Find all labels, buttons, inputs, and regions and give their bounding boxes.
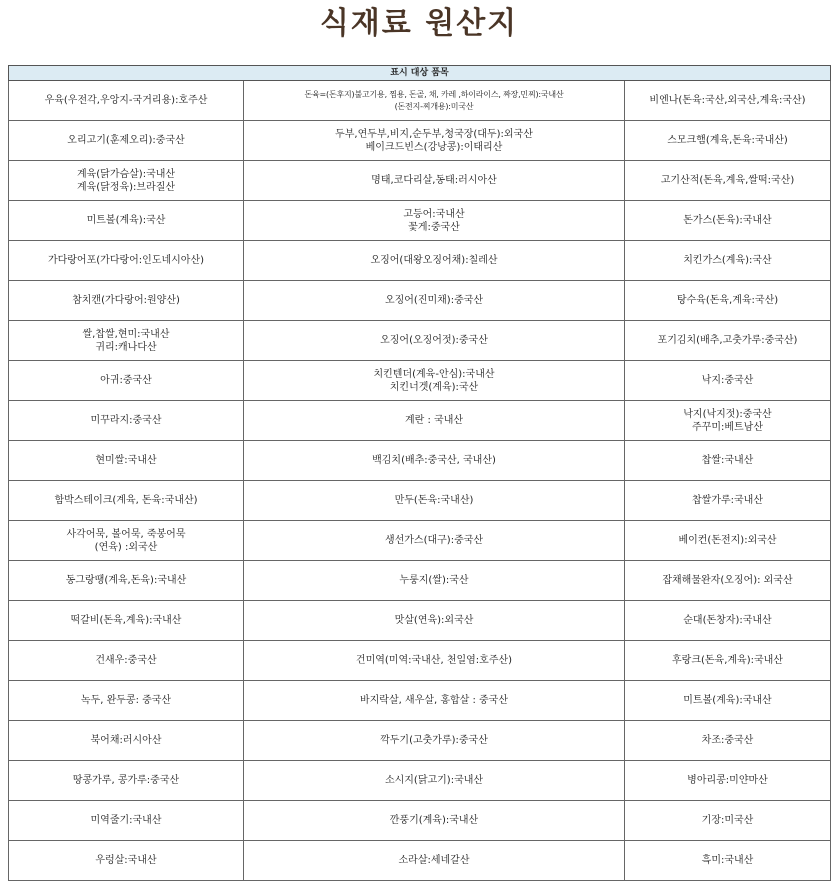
- table-cell: 녹두, 완두콩: 중국산: [9, 681, 244, 721]
- table-cell: 깐풍기(계육):국내산: [244, 801, 625, 841]
- table-cell: 땅콩가루, 콩가루:중국산: [9, 761, 244, 801]
- table-cell: 고기산적(돈육,계육,쌀떡:국산): [625, 161, 831, 201]
- table-cell: 병아리콩:미얀마산: [625, 761, 831, 801]
- table-header: 표시 대상 품목: [9, 66, 831, 81]
- table-cell: 오리고기(훈제오리):중국산: [9, 121, 244, 161]
- table-cell: 만두(돈육:국내산): [244, 481, 625, 521]
- table-row: [9, 521, 831, 561]
- table-cell: 돈육=(돈후지)불고기용, 찜용, 돈골, 채, 카레 ,하이라이스, 짜장,민찌):국내산 (돈전지-찌개용):미국산: [244, 81, 625, 121]
- table-row: [9, 801, 831, 841]
- table-cell: 소시지(닭고기):국내산: [244, 761, 625, 801]
- table-cell: 계육(닭가슴살):국내산 계육(닭정육):브라질산: [9, 161, 244, 201]
- table-cell: 생선가스(대구):중국산: [244, 521, 625, 561]
- table-cell: 떡갈비(돈육,계육):국내산: [9, 601, 244, 641]
- table-cell: 찹쌀가루:국내산: [625, 481, 831, 521]
- table-cell: 맛살(연육):외국산: [244, 601, 625, 641]
- table-cell: 흑미:국내산: [625, 841, 831, 881]
- table-cell: 차조:중국산: [625, 721, 831, 761]
- table-cell: 낙지:중국산: [625, 361, 831, 401]
- table-row: [9, 721, 831, 761]
- table-row: [9, 841, 831, 881]
- table-row: [9, 761, 831, 801]
- table-cell: 돈가스(돈육):국내산: [625, 201, 831, 241]
- table-cell: 미꾸라지:중국산: [9, 401, 244, 441]
- table-cell: 기장:미국산: [625, 801, 831, 841]
- table-row: [9, 681, 831, 721]
- table-cell: 잡채해물완자(오징어): 외국산: [625, 561, 831, 601]
- table-cell: 소라살:세네갈산: [244, 841, 625, 881]
- table-cell: 치킨가스(계육):국산: [625, 241, 831, 281]
- table-cell: 찹쌀:국내산: [625, 441, 831, 481]
- table-body: [9, 81, 831, 881]
- table-cell: 고등어:국내산 꽃게:중국산: [244, 201, 625, 241]
- table-cell: 건새우:중국산: [9, 641, 244, 681]
- table-cell: 동그랑땡(계육,돈육):국내산: [9, 561, 244, 601]
- table-cell: 북어채:러시아산: [9, 721, 244, 761]
- table-cell: 미역줄기:국내산: [9, 801, 244, 841]
- table-cell: 우렁살:국내산: [9, 841, 244, 881]
- table-cell: 가다랑어포(가다랑어:인도네시아산): [9, 241, 244, 281]
- table-cell: 미트볼(계육):국내산: [625, 681, 831, 721]
- table-row: [9, 81, 831, 121]
- table-row: [9, 121, 831, 161]
- table-cell: 두부,연두부,비지,순두부,청국장(대두):외국산 베이크드빈스(강낭콩):이태리산: [244, 121, 625, 161]
- table-row: [9, 241, 831, 281]
- table-cell: 참치캔(가다랑어:원양산): [9, 281, 244, 321]
- table-row: [9, 441, 831, 481]
- table-cell: 명태,코다리살,동태:러시아산: [244, 161, 625, 201]
- table-row: [9, 161, 831, 201]
- table-row: [9, 361, 831, 401]
- table-cell: 스모크햄(계육,돈육:국내산): [625, 121, 831, 161]
- table-row: [9, 481, 831, 521]
- page-title: 식재료 원산지: [319, 6, 519, 41]
- table-row: [9, 561, 831, 601]
- table-cell: 아귀:중국산: [9, 361, 244, 401]
- table-cell: 우육(우전각,우앙지-국거리용):호주산: [9, 81, 244, 121]
- table-row: [9, 401, 831, 441]
- table-cell: 계란 : 국내산: [244, 401, 625, 441]
- origin-table: [8, 65, 831, 881]
- table-cell: 깍두기(고춧가루):중국산: [244, 721, 625, 761]
- table-cell: 오징어(대왕오징어채):칠레산: [244, 241, 625, 281]
- table-row: [9, 201, 831, 241]
- table-cell: 현미쌀:국내산: [9, 441, 244, 481]
- table-row: [9, 601, 831, 641]
- table-cell: 오징어(진미채):중국산: [244, 281, 625, 321]
- table-cell: 건미역(미역:국내산, 천일염:호주산): [244, 641, 625, 681]
- table-cell: 쌀,찹쌀,현미:국내산 귀리:캐나다산: [9, 321, 244, 361]
- table-row: [9, 321, 831, 361]
- table-cell: 백김치(배추:중국산, 국내산): [244, 441, 625, 481]
- table-cell: 사각어묵, 볼어묵, 죽봉어묵 (연육) :외국산: [9, 521, 244, 561]
- table-cell: 포기김치(배추,고춧가루:중국산): [625, 321, 831, 361]
- table-cell: 낙지(낙지젓):중국산 주꾸미:베트남산: [625, 401, 831, 441]
- table-cell: 순대(돈창자):국내산: [625, 601, 831, 641]
- table-header-row: [9, 66, 831, 81]
- table-cell: 오징어(오징어젓):중국산: [244, 321, 625, 361]
- table-cell: 후랑크(돈육,계육):국내산: [625, 641, 831, 681]
- table-cell: 바지락살, 새우살, 홍합살 : 중국산: [244, 681, 625, 721]
- table-cell: 치킨텐더(계육-안심):국내산 치킨너겟(계육):국산: [244, 361, 625, 401]
- table-cell: 함박스테이크(계육, 돈육:국내산): [9, 481, 244, 521]
- table-cell: 미트볼(계육):국산: [9, 201, 244, 241]
- table-cell: 탕수육(돈육,계육:국산): [625, 281, 831, 321]
- table-row: [9, 641, 831, 681]
- table-cell: 비엔나(돈육:국산,외국산,계육:국산): [625, 81, 831, 121]
- table-cell: 베이컨(돈전지):외국산: [625, 521, 831, 561]
- table-cell: 누룽지(쌀):국산: [244, 561, 625, 601]
- table-row: [9, 281, 831, 321]
